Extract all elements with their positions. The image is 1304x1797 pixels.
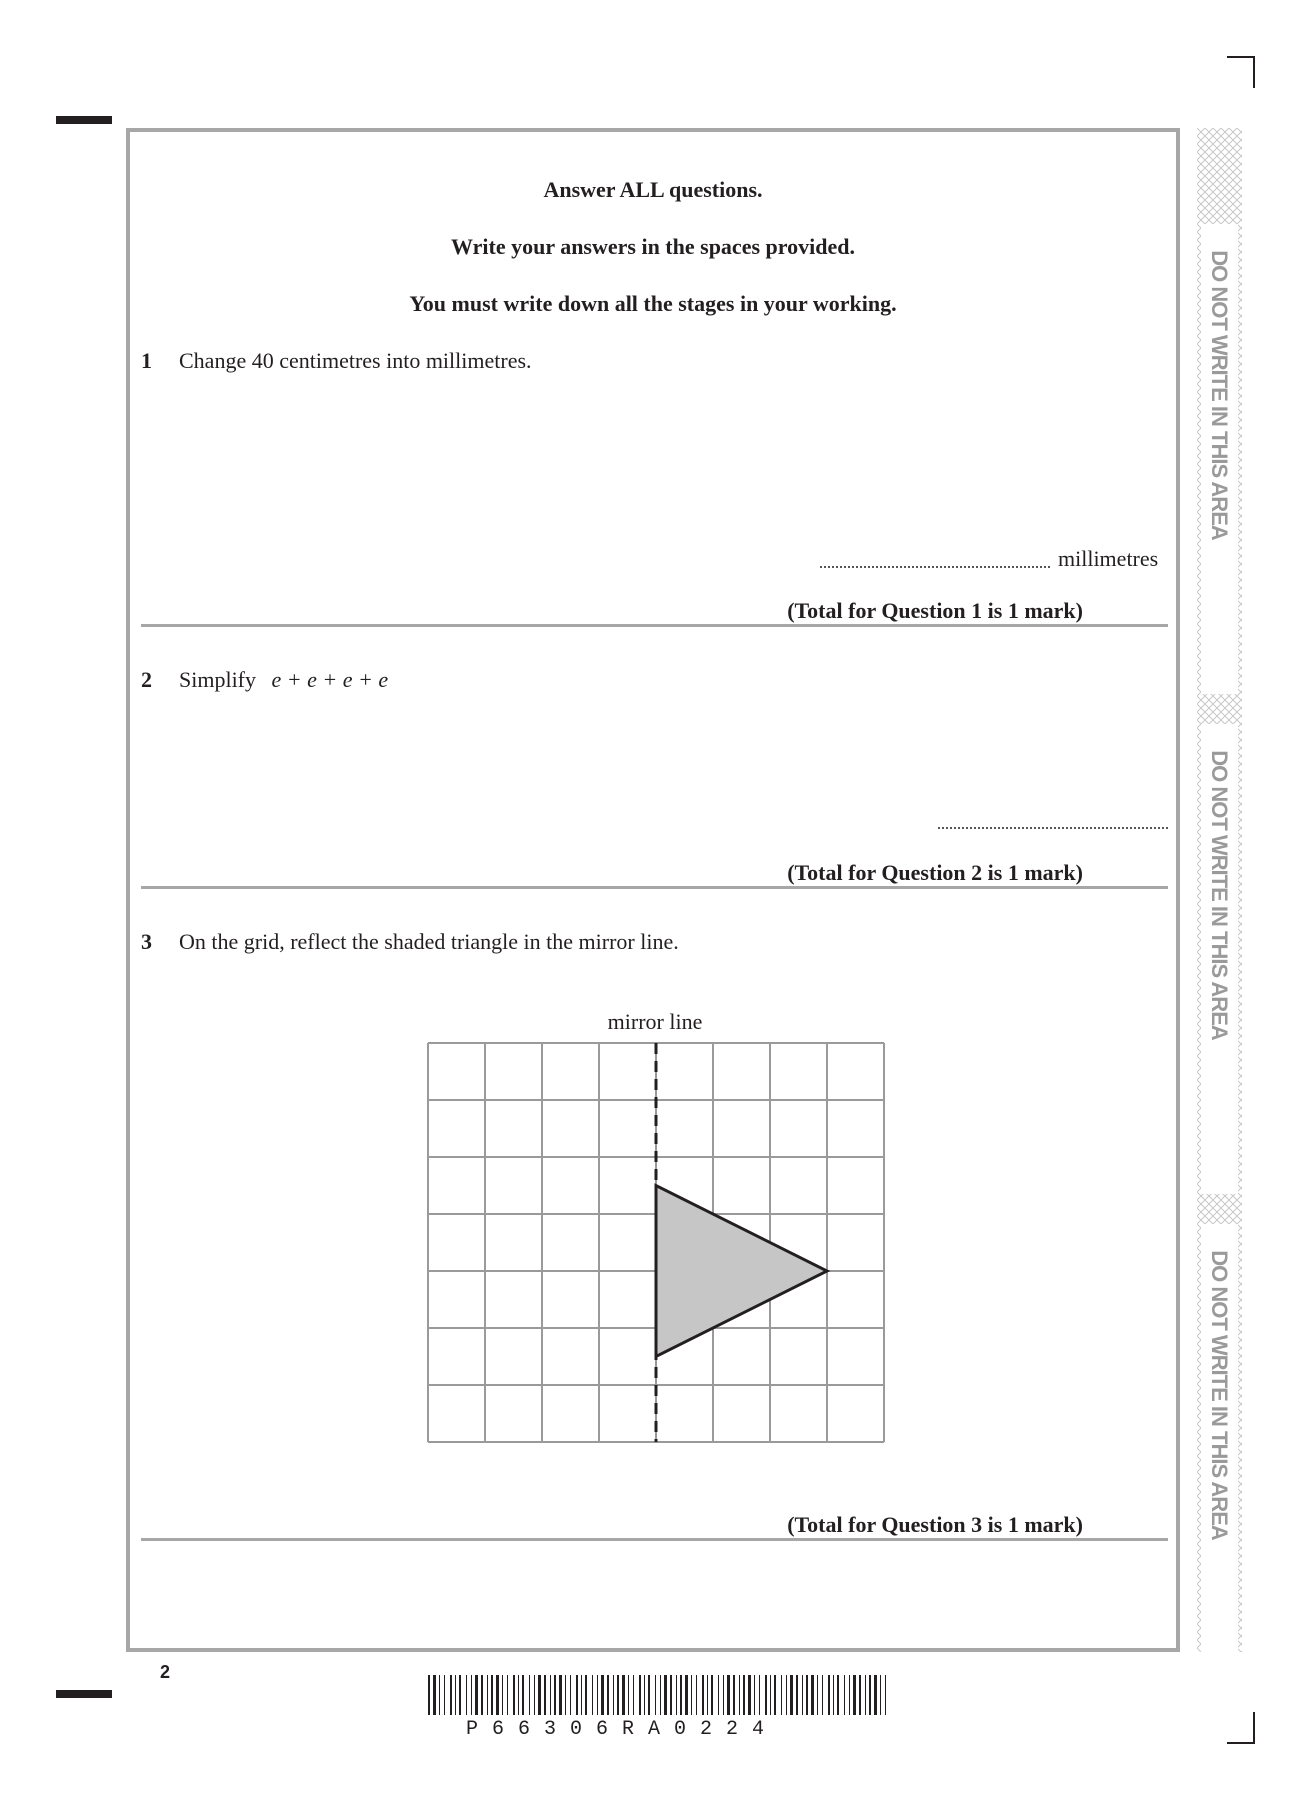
question-3-divider xyxy=(141,1538,1168,1541)
barcode-bar xyxy=(670,1675,672,1715)
barcode-bar xyxy=(770,1675,771,1715)
crop-mark-bottom-right-v xyxy=(1253,1712,1255,1744)
barcode-bar xyxy=(691,1675,692,1715)
barcode-bar xyxy=(622,1675,625,1715)
question-3-number: 3 xyxy=(141,929,152,954)
barcode-bar xyxy=(607,1675,609,1715)
barcode-bar xyxy=(554,1675,556,1715)
barcode-bar xyxy=(828,1675,830,1715)
question-1-number: 1 xyxy=(141,348,152,373)
barcode-bar xyxy=(428,1675,430,1715)
question-2-expression: e + e + e + e xyxy=(271,667,389,692)
barcode-bar xyxy=(676,1675,677,1715)
question-1-text: Change 40 centimetres into millimetres. xyxy=(179,348,532,373)
barcode-bar xyxy=(433,1675,436,1715)
barcode-text: P66306RA0224 xyxy=(466,1718,779,1741)
page-number: 2 xyxy=(160,1662,171,1682)
barcode-bar xyxy=(581,1675,582,1715)
barcode-bar xyxy=(796,1675,798,1715)
barcode-bar xyxy=(702,1675,704,1715)
barcode-bar xyxy=(439,1675,440,1715)
barcode-bar xyxy=(496,1675,499,1715)
barcode-bar xyxy=(680,1675,682,1715)
barcode-bar xyxy=(491,1675,493,1715)
barcode-bar xyxy=(833,1675,834,1715)
barcode-bar xyxy=(723,1675,724,1715)
barcode-bar xyxy=(844,1675,845,1715)
barcode-bar xyxy=(806,1675,808,1715)
barcode-bar xyxy=(628,1675,629,1715)
question-1-total: (Total for Question 1 is 1 mark) xyxy=(787,598,1083,623)
barcode-bar xyxy=(570,1675,571,1715)
barcode-bar xyxy=(444,1675,445,1715)
question-2-divider xyxy=(141,886,1168,889)
barcode-bar xyxy=(849,1675,850,1715)
barcode-bar xyxy=(648,1675,650,1715)
barcode-bar xyxy=(718,1675,719,1715)
reflection-grid[interactable] xyxy=(420,1035,900,1455)
barcode-bar xyxy=(739,1675,740,1715)
barcode-bar xyxy=(617,1675,619,1715)
barcode-bar xyxy=(597,1675,598,1715)
barcode-bar xyxy=(534,1675,535,1715)
barcode-bar xyxy=(781,1675,782,1715)
barcode-bar xyxy=(613,1675,614,1715)
do-not-write-label-3: DO NOT WRITE IN THIS AREA xyxy=(1207,1250,1232,1540)
barcode-bar xyxy=(727,1675,730,1715)
barcode-bar xyxy=(874,1675,877,1715)
barcode-bar xyxy=(475,1675,478,1715)
barcode-bar xyxy=(748,1675,751,1715)
barcode-bar xyxy=(885,1675,886,1715)
barcode-bar xyxy=(481,1675,483,1715)
do-not-write-label-1: DO NOT WRITE IN THIS AREA xyxy=(1207,250,1232,540)
barcode-bar xyxy=(859,1675,861,1715)
barcode-bar xyxy=(522,1675,524,1715)
barcode-bar xyxy=(550,1675,551,1715)
question-1-answer-unit: millimetres xyxy=(1058,546,1159,571)
barcode-bar xyxy=(811,1675,814,1715)
barcode-bar xyxy=(822,1675,823,1715)
crop-mark-top-right-v xyxy=(1253,56,1255,88)
barcode-bar xyxy=(765,1675,767,1715)
barcode-bar xyxy=(633,1675,634,1715)
barcode-bar xyxy=(754,1675,755,1715)
question-1-divider xyxy=(141,624,1168,627)
barcode-bar xyxy=(786,1675,787,1715)
question-1-answer-line[interactable] xyxy=(820,566,1050,568)
barcode-bar xyxy=(837,1675,839,1715)
barcode-bar xyxy=(817,1675,818,1715)
barcode-bar xyxy=(450,1675,452,1715)
mirror-line-label: mirror line xyxy=(607,1009,703,1034)
barcode-bar xyxy=(601,1675,604,1715)
barcode-bar xyxy=(880,1675,881,1715)
barcode-bar xyxy=(585,1675,587,1715)
barcode-bar xyxy=(455,1675,456,1715)
barcode-bar xyxy=(711,1675,713,1715)
barcode-bar xyxy=(759,1675,760,1715)
question-2-text xyxy=(179,667,388,693)
question-2-number: 2 xyxy=(141,667,152,692)
barcode-bar xyxy=(664,1675,667,1715)
question-2-answer-line[interactable] xyxy=(938,827,1168,829)
crop-mark-bottom-right-h xyxy=(1227,1742,1255,1744)
barcode-bar xyxy=(743,1675,745,1715)
barcode-bar xyxy=(660,1675,661,1715)
barcode-bar xyxy=(576,1675,578,1715)
barcode-bar xyxy=(538,1675,541,1715)
barcode-bar xyxy=(774,1675,776,1715)
barcode-bar xyxy=(507,1675,508,1715)
question-2-total: (Total for Question 2 is 1 mark) xyxy=(787,860,1083,885)
barcode-bar xyxy=(707,1675,708,1715)
barcode-bar xyxy=(790,1675,793,1715)
shaded-triangle xyxy=(656,1186,827,1357)
barcode-bar xyxy=(639,1675,641,1715)
barcode-bar xyxy=(559,1675,562,1715)
barcode-bar xyxy=(466,1675,467,1715)
crop-mark-top-right-h xyxy=(1227,56,1255,58)
barcode-bar xyxy=(544,1675,546,1715)
barcode-bar xyxy=(655,1675,656,1715)
barcode-bar xyxy=(592,1675,593,1715)
barcode-bar xyxy=(869,1675,871,1715)
instruction-show-working: You must write down all the stages in your working. xyxy=(409,291,897,316)
barcode-bar xyxy=(513,1675,515,1715)
question-3-total: (Total for Question 3 is 1 mark) xyxy=(787,1512,1083,1537)
barcode-bar xyxy=(696,1675,697,1715)
barcode-bar xyxy=(471,1675,472,1715)
instruction-write-spaces: Write your answers in the spaces provided. xyxy=(451,234,855,259)
barcode-bar xyxy=(733,1675,735,1715)
barcode xyxy=(428,1675,894,1715)
crop-mark-top-left xyxy=(56,116,112,124)
barcode-bar xyxy=(685,1675,688,1715)
question-2-prefix: Simplify xyxy=(179,667,257,692)
barcode-bar xyxy=(529,1675,530,1715)
barcode-bar xyxy=(802,1675,803,1715)
crop-mark-bottom-left xyxy=(56,1690,112,1698)
question-3-text: On the grid, reflect the shaded triangle in the mirror line. xyxy=(179,929,679,954)
barcode-bar xyxy=(487,1675,488,1715)
barcode-bar xyxy=(459,1675,461,1715)
barcode-bar xyxy=(502,1675,503,1715)
barcode-bar xyxy=(518,1675,519,1715)
barcode-bar xyxy=(853,1675,856,1715)
barcode-bar xyxy=(644,1675,645,1715)
instruction-answer-all: Answer ALL questions. xyxy=(543,177,763,202)
barcode-bar xyxy=(565,1675,566,1715)
do-not-write-label-2: DO NOT WRITE IN THIS AREA xyxy=(1207,750,1232,1040)
barcode-bar xyxy=(865,1675,866,1715)
